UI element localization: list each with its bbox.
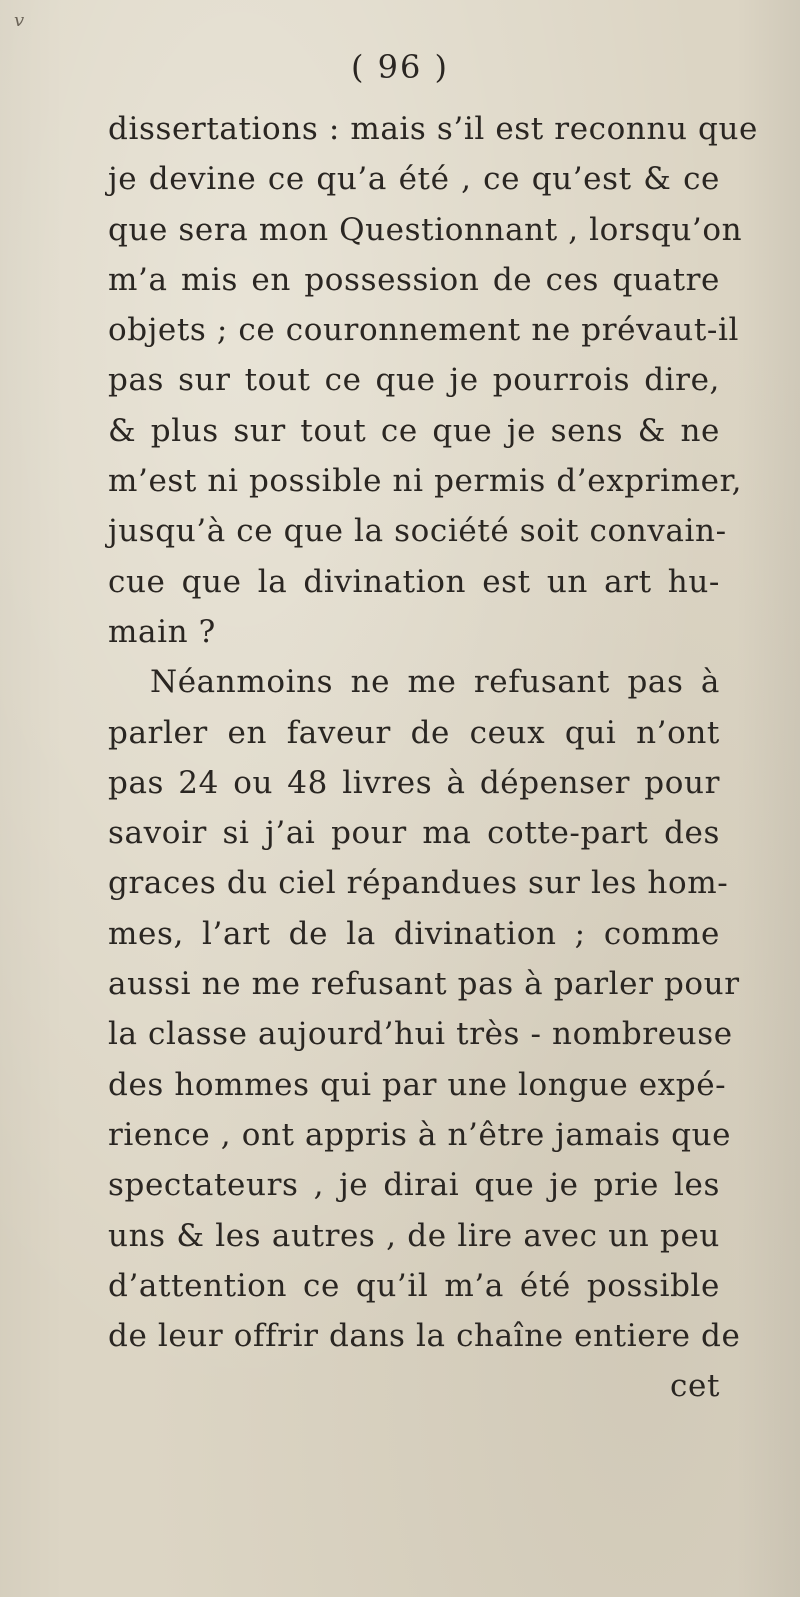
text-line: je devine ce qu’a été , ce qu’est & ce [108, 161, 720, 198]
text-line: m’est ni possible ni permis d’exprimer, [108, 463, 743, 500]
text-line: mes, l’art de la divination ; comme [108, 915, 720, 952]
page-number: ( 96 ) [350, 48, 450, 86]
text-line: aussi ne me refusant pas à parler pour [108, 966, 740, 1003]
text-line: pas sur tout ce que je pourrois dire, [108, 362, 720, 399]
text-line: de leur offrir dans la chaîne entiere de [108, 1318, 741, 1355]
text-line: la classe aujourd’hui très - nombreuse [108, 1016, 733, 1053]
catchword: cet [670, 1368, 720, 1405]
text-line: cue que la divination est un art hu- [108, 563, 720, 600]
text-line: uns & les autres , de lire avec un peu [108, 1217, 720, 1254]
text-line: que sera mon Questionnant , lorsqu’on [108, 211, 743, 248]
text-line: des hommes qui par une longue expé- [108, 1066, 727, 1103]
text-line: jusqu’à ce que la société soit convain- [108, 513, 727, 550]
text-line: m’a mis en possession de ces quatre [108, 261, 720, 298]
text-line: d’attention ce qu’il m’a été possible [108, 1267, 720, 1304]
text-line: objets ; ce couronnement ne prévaut-il [108, 312, 740, 349]
body-text [108, 104, 759, 1412]
text-line: savoir si j’ai pour ma cotte-part des [108, 815, 720, 852]
text-line: parler en faveur de ceux qui n’ont [108, 714, 720, 751]
text-line: spectateurs , je dirai que je prie les [108, 1167, 720, 1204]
paragraph-start-line: Néanmoins ne me refusant pas à [150, 664, 720, 701]
text-line: graces du ciel répandues sur les hom- [108, 865, 729, 902]
text-line: main ? [108, 613, 216, 650]
text-line: dissertations : mais s’il est reconnu que [108, 111, 759, 147]
text-line: pas 24 ou 48 livres à dépenser pour [108, 764, 720, 801]
text-line: rience , ont appris à n’être jamais que [108, 1116, 732, 1153]
margin-mark: v [14, 10, 25, 31]
text-line: & plus sur tout ce que je sens & ne [108, 412, 720, 449]
